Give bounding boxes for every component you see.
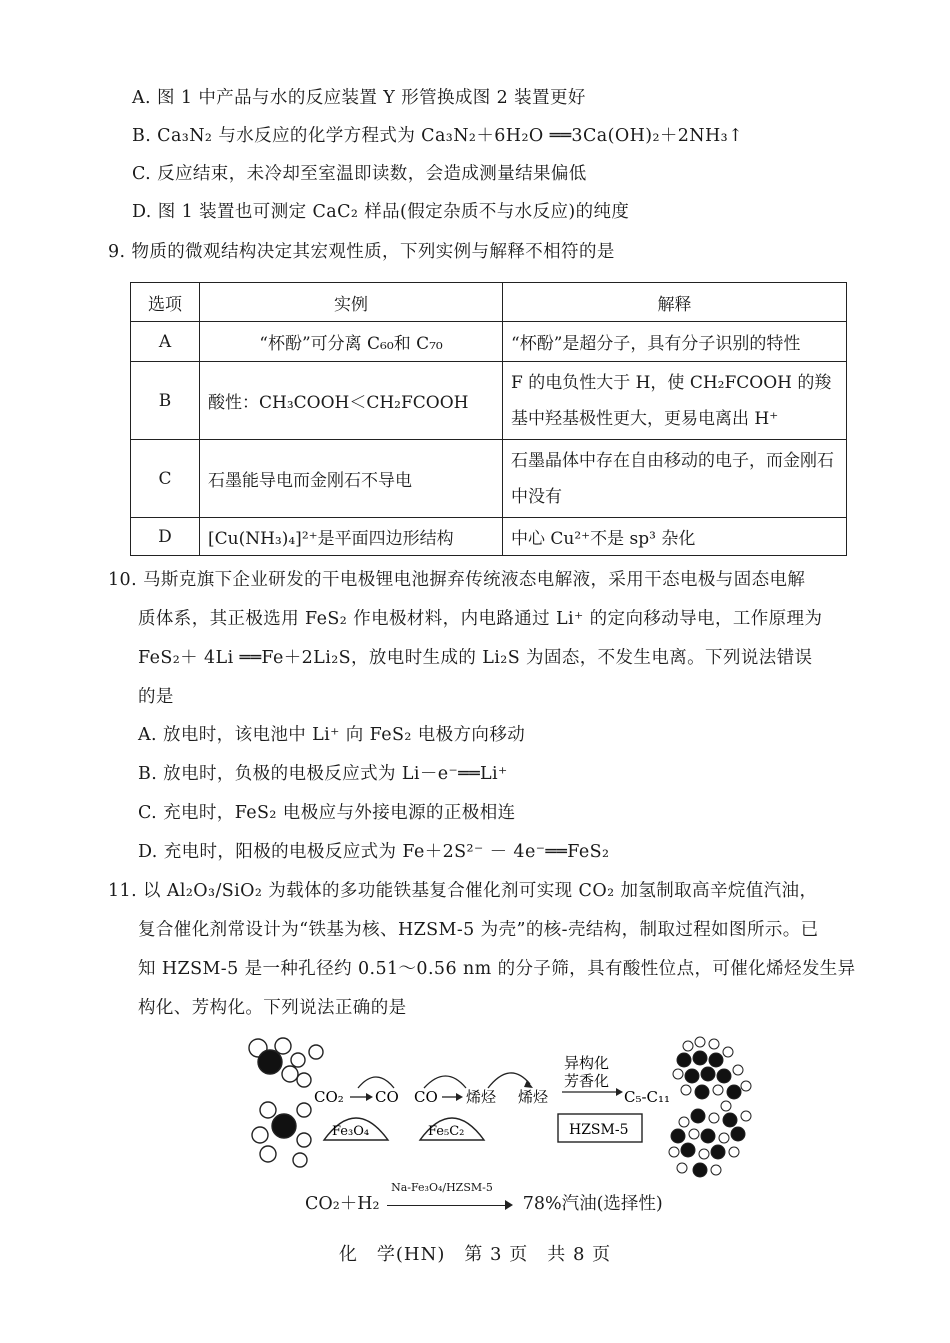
q8-option-c: C. 反应结束，未冷却至室温即读数，会造成测量结果偏低 [132,164,587,184]
curved-arrow-icon [424,1076,466,1088]
table-header-row [131,283,847,322]
header-explanation: 解释 [503,283,847,322]
equation-right: 78%汽油(选择性) [522,1194,663,1214]
row-c-option: C [131,440,200,518]
aromatize-label: 芳香化 [564,1072,610,1090]
arrow-head [366,1093,373,1101]
isomerize-label: 异构化 [564,1054,610,1072]
q10-stem-line-2: 质体系，其正极选用 FeS₂ 作电极材料，内电路通过 Li⁺ 的定向移动导电，工作原理为 [138,609,823,629]
row-a-example: “杯酚”可分离 C₆₀和 C₇₀ [200,322,503,362]
table-row [131,362,847,440]
row-b-explanation: F 的电负性大于 H，使 CH₂FCOOH 的羧基中羟基极性更大，更易电离出 H⁺ [503,362,847,440]
row-b-example: 酸性：CH₃COOH＜CH₂FCOOH [200,362,503,440]
q8-option-a: A. 图 1 中产品与水的反应装置 Y 形管换成图 2 装置更好 [132,88,586,108]
header-example: 实例 [200,283,503,322]
q10-option-a: A. 放电时，该电池中 Li⁺ 向 FeS₂ 电极方向移动 [138,725,526,745]
hydrocarbon-molecule-icon [673,1037,751,1111]
q10-option-b: B. 放电时，负极的电极反应式为 Li－e⁻══Li⁺ [138,764,508,784]
table-row [131,518,847,556]
q11-stem-line-3: 知 HZSM-5 是一种孔径约 0.51～0.56 nm 的分子筛，具有酸性位点，可催化烯烃发生异 [138,959,856,979]
olefin-label-2: 烯烃 [518,1088,549,1106]
q11-stem-line-1: 11. 以 Al₂O₃/SiO₂ 为载体的多功能铁基复合催化剂可实现 CO₂ 加氢制取高辛烷值汽油， [108,881,818,901]
header-option: 选项 [131,283,200,322]
fe5c2-label: Fe₅C₂ [428,1124,465,1139]
row-c-explanation: 石墨晶体中存在自由移动的电子，而金刚石中没有 [503,440,847,518]
co-label-1: CO [375,1088,399,1106]
q10-stem-line-3: FeS₂＋ 4Li ══Fe＋2Li₂S，放电时生成的 Li₂S 为固态，不发生电离。下列说法错误 [138,648,813,668]
arrow-head [456,1093,463,1101]
arrow-head [616,1088,623,1096]
q9-table [130,282,847,556]
page-footer: 化 学(HN) 第 3 页 共 8 页 [338,1244,612,1265]
equation-left: CO₂＋H₂ [305,1194,380,1214]
q10-option-d: D. 充电时，阳极的电极反应式为 Fe＋2S²⁻ － 4e⁻══FeS₂ [138,842,610,862]
catalyst-particle-icon [249,1038,323,1087]
olefin-label-1: 烯烃 [466,1088,497,1106]
row-b-option: B [131,362,200,440]
table-row [131,440,847,518]
q10-option-c: C. 充电时，FeS₂ 电极应与外接电源的正极相连 [138,803,516,823]
row-d-option: D [131,518,200,556]
catalyst-particle-icon [252,1102,311,1167]
curved-arrow-icon [358,1077,394,1088]
row-a-explanation: “杯酚”是超分子，具有分子识别的特性 [503,322,847,362]
hydrocarbon-molecule-icon [669,1109,751,1177]
co2-label: CO₂ [314,1088,344,1106]
catalyst-label: Na-Fe₃O₄/HZSM-5 [391,1180,493,1194]
q8-option-b: B. Ca₃N₂ 与水反应的化学方程式为 Ca₃N₂＋6H₂O ══3Ca(OH)₂＋2NH₃↑ [132,126,744,146]
q11-stem-line-2: 复合催化剂常设计为“铁基为核、HZSM-5 为壳”的核-壳结构，制取过程如图所示。已 [138,920,819,940]
catalysis-process-diagram [238,1030,758,1180]
q8-option-d: D. 图 1 装置也可测定 CaC₂ 样品(假定杂质不与水反应)的纯度 [132,202,630,222]
co-label-2: CO [414,1088,438,1106]
fe3o4-label: Fe₃O₄ [332,1124,370,1139]
row-d-example: [Cu(NH₃)₄]²⁺是平面四边形结构 [200,518,503,556]
q10-stem-line-1: 10. 马斯克旗下企业研发的干电极锂电池摒弃传统液态电解液，采用干态电极与固态电解 [108,570,806,590]
row-a-option: A [131,322,200,362]
equation-arrow [387,1180,515,1215]
row-d-explanation: 中心 Cu²⁺不是 sp³ 杂化 [503,518,847,556]
hzsm-label: HZSM-5 [569,1122,629,1138]
row-c-example: 石墨能导电而金刚石不导电 [200,440,503,518]
q9-stem: 9. 物质的微观结构决定其宏观性质，下列实例与解释不相符的是 [108,242,615,262]
table-row [131,322,847,362]
product-label: C₅-C₁₁ [624,1088,671,1106]
curved-arrow-icon [488,1073,530,1088]
overall-equation [305,1180,663,1215]
q11-stem-line-4: 构化、芳构化。下列说法正确的是 [138,998,407,1018]
q10-stem-line-4: 的是 [138,687,174,707]
